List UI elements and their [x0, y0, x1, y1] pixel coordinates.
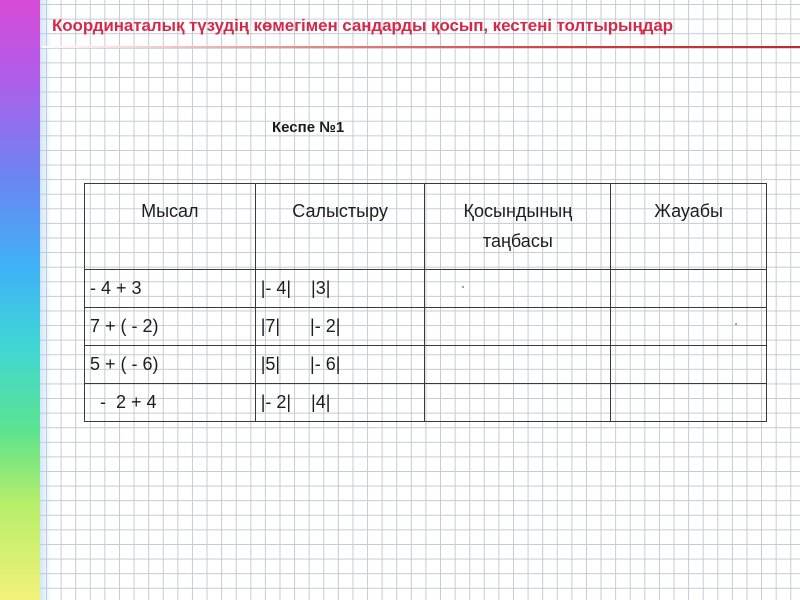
table-row — [85, 270, 767, 308]
compare-cell: |7| |- 2| — [255, 308, 425, 346]
side-bar-fade — [40, 0, 52, 600]
answer-cell[interactable] — [611, 384, 767, 422]
compare-cell: |- 4| |3| — [255, 270, 425, 308]
example-cell: 5 + ( - 6) — [85, 346, 256, 384]
stray-mark — [462, 286, 464, 288]
rainbow-side-bar — [0, 0, 40, 600]
sign-cell[interactable] — [425, 270, 611, 308]
sign-cell[interactable] — [425, 384, 611, 422]
sign-cell[interactable] — [425, 346, 611, 384]
example-cell: - 2 + 4 — [85, 384, 256, 422]
table-header-row — [85, 184, 767, 270]
card-label: Кеспе №1 — [272, 119, 345, 136]
table-row — [85, 308, 767, 346]
compare-cell: |5| |- 6| — [255, 346, 425, 384]
worksheet-table — [84, 183, 767, 422]
answer-cell[interactable] — [611, 270, 767, 308]
answer-cell[interactable] — [611, 308, 767, 346]
answer-cell[interactable] — [611, 346, 767, 384]
compare-cell: |- 2| |4| — [255, 384, 425, 422]
slide-title: Координаталық түзудің көмегімен сандарды қосып, кестені толтырыңдар — [52, 16, 673, 35]
table-row — [85, 346, 767, 384]
column-header-sign: Қосындының таңбасы — [425, 184, 611, 270]
example-cell: 7 + ( - 2) — [85, 308, 256, 346]
sign-cell[interactable] — [425, 308, 611, 346]
title-underline — [42, 46, 800, 48]
column-header-example: Мысал — [85, 184, 256, 270]
table-row — [85, 384, 767, 422]
stray-mark — [735, 323, 737, 325]
column-header-compare: Салыстыру — [255, 184, 425, 270]
example-cell: - 4 + 3 — [85, 270, 256, 308]
column-header-answer: Жауабы — [611, 184, 767, 270]
